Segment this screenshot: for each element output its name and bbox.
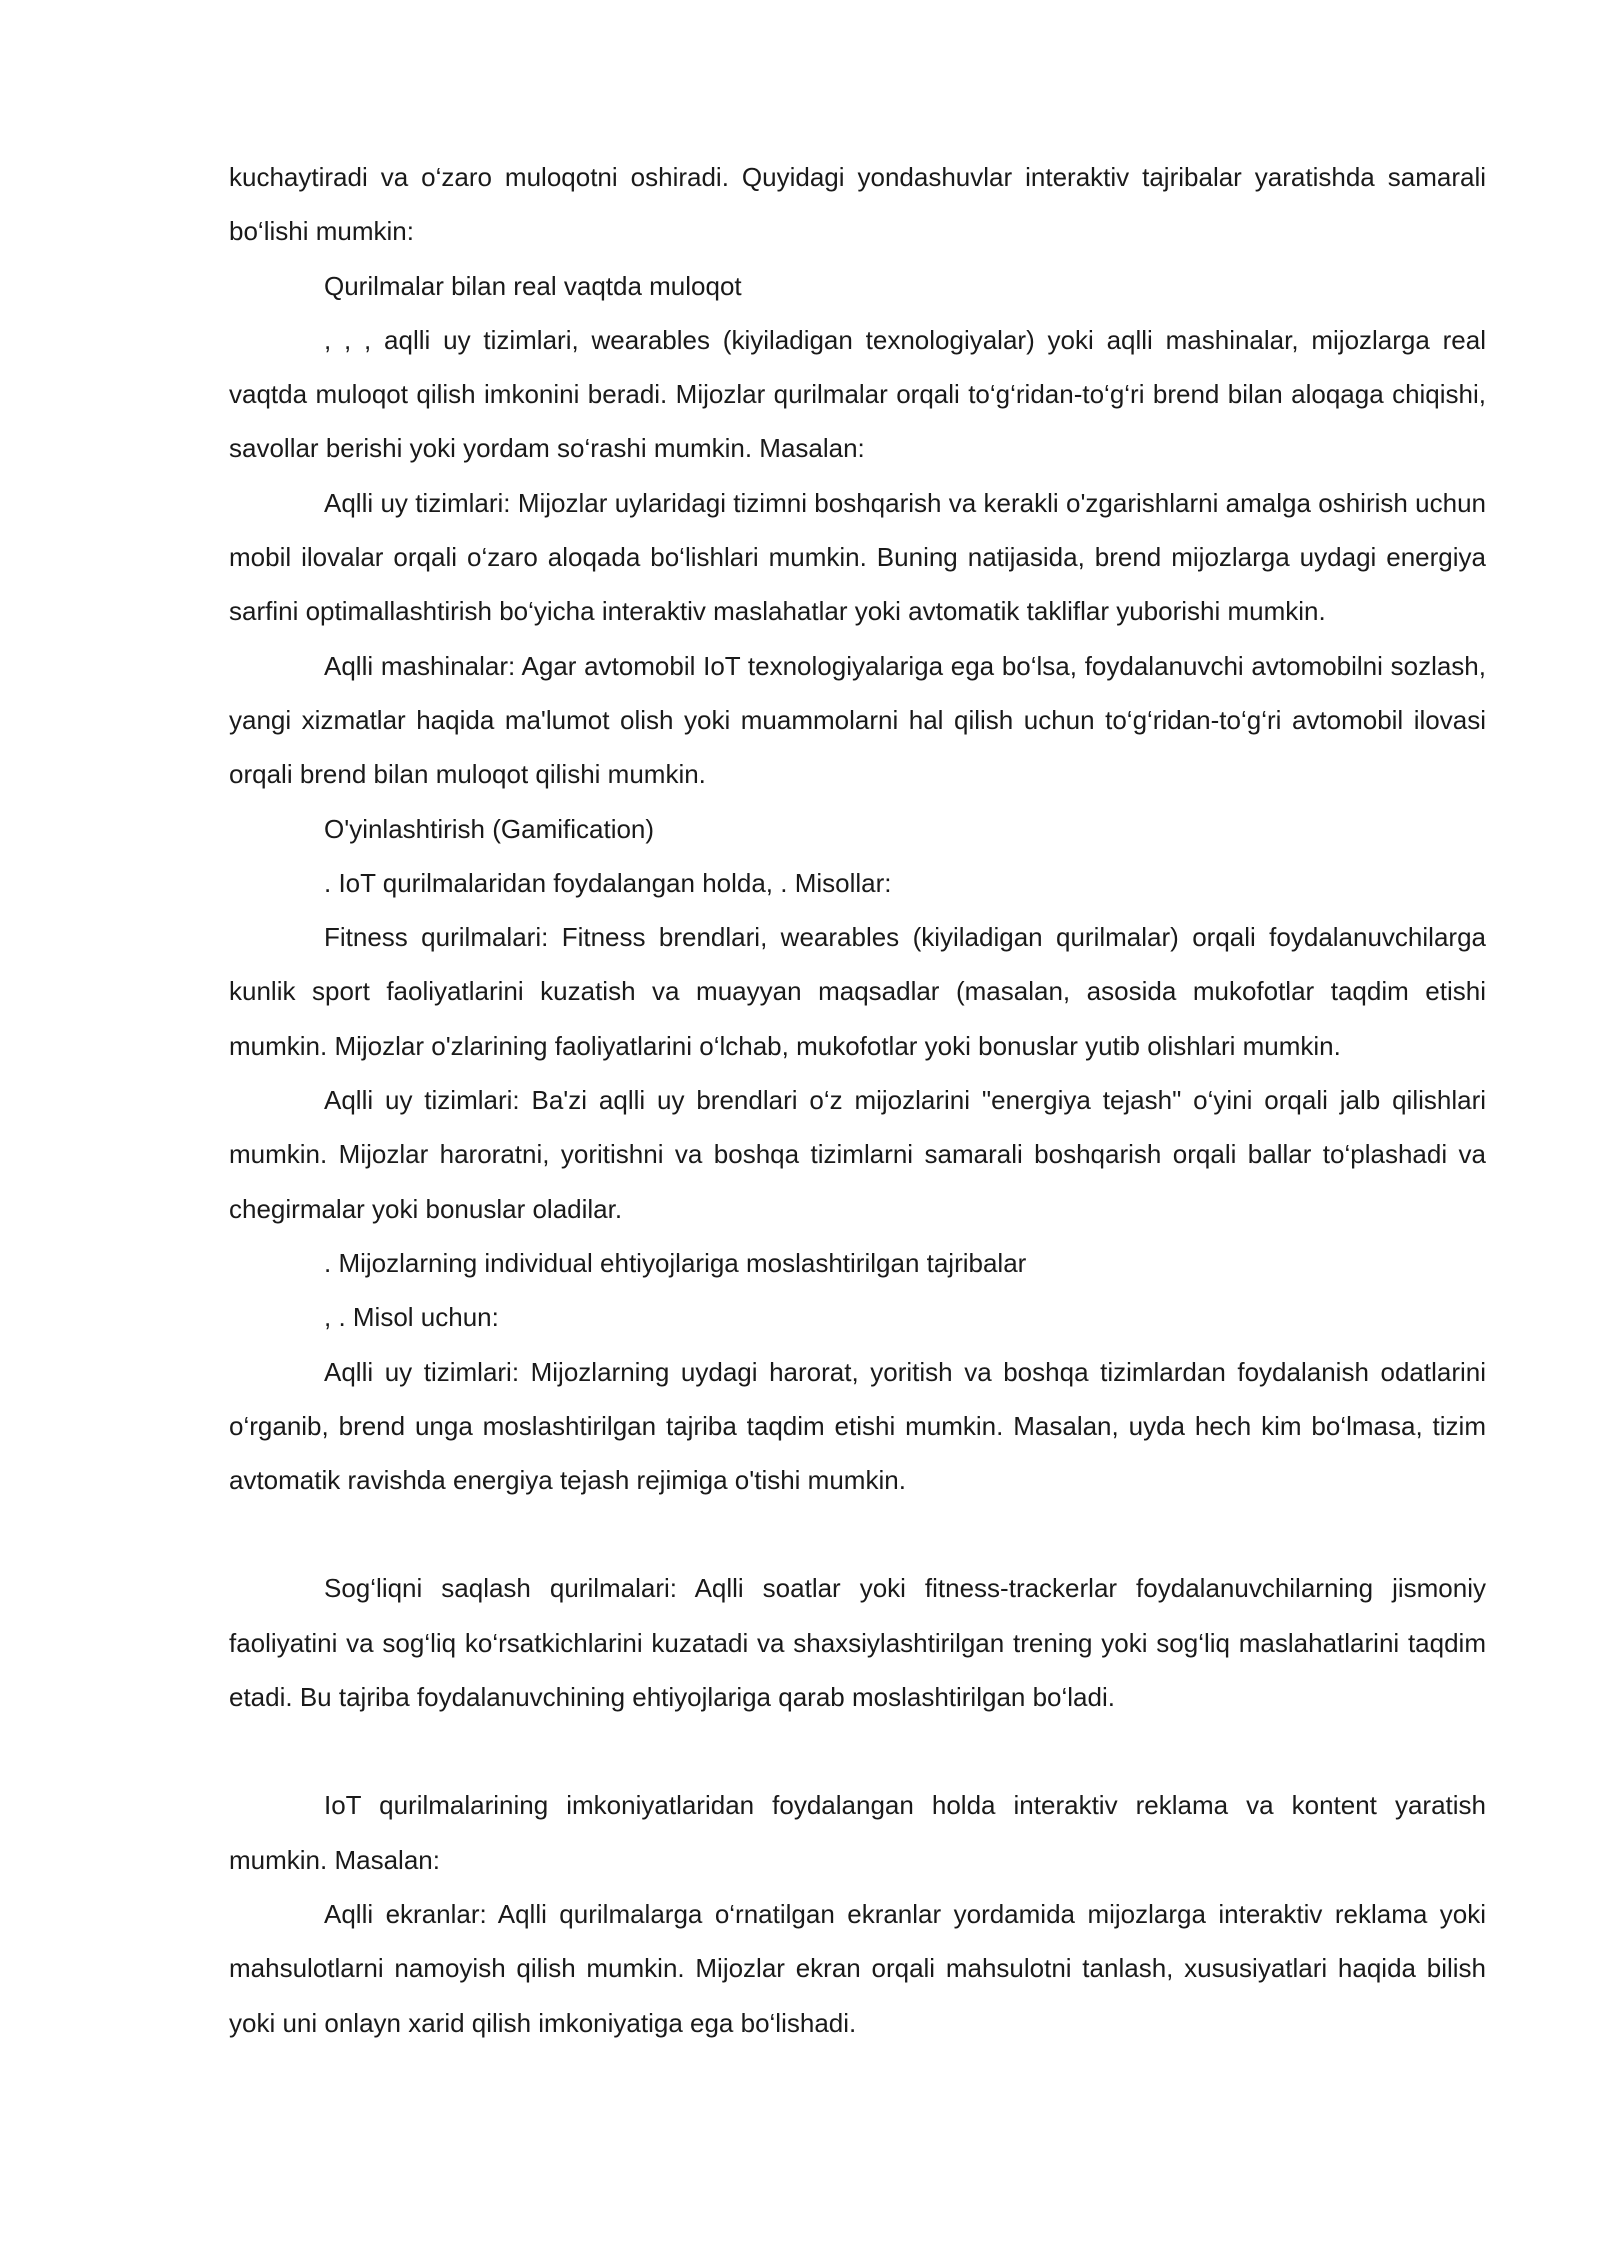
blank-line [229, 1507, 1486, 1561]
heading-personalized-experiences: . Mijozlarning individual ehtiyojlariga moslashtirilgan tajribalar [324, 1247, 1027, 1278]
paragraph-gamification-examples: . IoT qurilmalaridan foydalangan holda, . Misollar: [324, 867, 892, 898]
heading-gamification: O'yinlashtirish (Gamification) [324, 813, 655, 844]
paragraph-smart-cars: Aqlli mashinalar: Agar avtomobil IoT texnologiyalariga ega bo‘lsa, foydalanuvchi avtomobilni sozlash, yangi xizmatlar haqida ma'lumot olish yoki muammolarni hal qilish uchun to‘g‘ridan-to‘g‘ri avtomobil ilovasi orqali brend bilan muloqot qilishi mumkin. [229, 650, 1486, 790]
paragraph-example-intro: , . Misol uchun: [324, 1302, 499, 1333]
heading-realtime-interaction: Qurilmalar bilan real vaqtda muloqot [324, 270, 742, 301]
paragraph-health-devices: Sog‘liqni saqlash qurilmalari: Aqlli soatlar yoki fitness-trackerlar foydalanuvchilarning jismoniy faoliyatini va sog‘liq ko‘rsatkichlarini kuzatadi va shaxsiylashtirilgan trening yoki sog‘liq maslahatlarini taqdim etadi. Bu tajriba foydalanuvchining ehtiyojlariga qarab moslashtirilgan bo‘ladi. [229, 1573, 1486, 1713]
paragraph-smart-home-energy-game: Aqlli uy tizimlari: Ba'zi aqlli uy brendlari o‘z mijozlarini "energiya tejash" o‘yini orqali jalb qilishlari mumkin. Mijozlar haroratni, yoritishni va boshqa tizimlarni samarali boshqarish orqali ballar to‘plashadi va chegirmalar yoki bonuslar oladilar. [229, 1085, 1486, 1224]
paragraph-smart-home-habits: Aqlli uy tizimlari: Mijozlarning uydagi harorat, yoritish va boshqa tizimlardan foydalanish odatlarini o‘rganib, brend unga moslashtirilgan tajriba taqdim etishi mumkin. Masalan, uyda hech kim bo‘lmasa, tizim avtomatik ravishda energiya tejash rejimiga o'tishi mumkin. [229, 1356, 1486, 1496]
paragraph-smart-screens: Aqlli ekranlar: Aqlli qurilmalarga o‘rnatilgan ekranlar yordamida mijozlarga interaktiv reklama yoki mahsulotlarni namoyish qilish mumkin. Mijozlar ekran orqali mahsulotni tanlash, xususiyatlari haqida bilish yoki uni onlayn xarid qilish imkoniyatiga ega bo‘lishadi. [229, 1898, 1486, 2038]
paragraph-intro: kuchaytiradi va o‘zaro muloqotni oshiradi. Quyidagi yondashuvlar interaktiv tajribalar yaratishda samarali bo‘lishi mumkin: [229, 162, 1486, 247]
blank-line [229, 1724, 1486, 1778]
paragraph-smart-home: Aqlli uy tizimlari: Mijozlar uylaridagi tizimni boshqarish va kerakli o'zgarishlarni amalga oshirish uchun mobil ilovalar orqali o‘zaro aloqada bo‘lishlari mumkin. Buning natijasida, brend mijozlarga uydagi energiya sarfini optimallashtirish bo‘yicha interaktiv maslahatlar yoki avtomatik takliflar yuborishi mumkin. [229, 487, 1486, 627]
paragraph-interactive-advertising: IoT qurilmalarining imkoniyatlaridan foydalangan holda interaktiv reklama va kontent yaratish mumkin. Masalan: [229, 1790, 1486, 1875]
document-page [229, 150, 1486, 2050]
paragraph-realtime-devices: , , , aqlli uy tizimlari, wearables (kiyiladigan texnologiyalar) yoki aqlli mashinalar, mijozlarga real vaqtda muloqot qilish imkonini beradi. Mijozlar qurilmalar orqali to‘g‘ridan-to‘g‘ri brend bilan aloqaga chiqishi, savollar berishi yoki yordam so‘rashi mumkin. Masalan: [229, 324, 1486, 464]
paragraph-fitness-devices: Fitness qurilmalari: Fitness brendlari, wearables (kiyiladigan qurilmalar) orqali foydalanuvchilarga kunlik sport faoliyatlarini kuzatish va muayyan maqsadlar (masalan, asosida mukofotlar taqdim etishi mumkin. Mijozlar o'zlarining faoliyatlarini o‘lchab, mukofotlar yoki bonuslar yutib olishlari mumkin. [229, 922, 1486, 1061]
